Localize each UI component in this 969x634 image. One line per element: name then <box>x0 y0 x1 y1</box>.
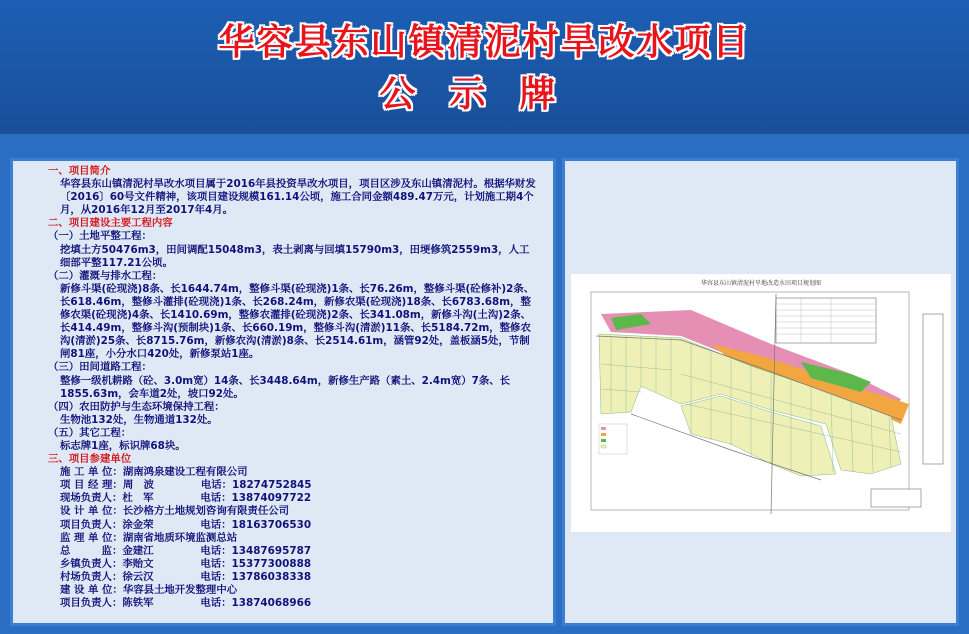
phone-number: 18163706530 <box>231 518 312 531</box>
participant-value: 湖南鸿泉建设工程有限公司 <box>122 466 248 479</box>
participant-value: 长沙格方土地规划咨询有限责任公司 <box>122 505 290 518</box>
participant-value: 华容县土地开发整理中心 <box>122 584 238 596</box>
participant-label: 项 目 经 理： <box>60 479 123 492</box>
phone-number: 13487695787 <box>231 544 312 557</box>
participant-value: 李贻文 <box>122 557 154 570</box>
subsection-title: （二）灌溉与排水工程： <box>48 269 163 282</box>
subsection-body: 生物池132处，生物通道132处。 <box>60 413 218 426</box>
phone-label: 电话： <box>200 570 232 583</box>
phone-number: 13874068966 <box>231 597 312 610</box>
participant-row <box>60 597 538 610</box>
section-title: 一、项目简介 <box>48 165 111 177</box>
participant-row <box>60 519 538 532</box>
participant-label: 监 理 单 位： <box>60 531 123 544</box>
page-title: 华容县东山镇清泥村旱改水项目 <box>218 22 751 63</box>
participant-row <box>60 558 538 571</box>
subsection-body: 挖填土方50476m3，田间调配15048m3，表土剥离与回填15790m3，田埂修筑2559m3，人工细部平整117.21公顷。 <box>60 243 530 269</box>
subsection-body: 标志牌1座，标识牌68块。 <box>60 439 186 452</box>
participant-label: 现场负责人： <box>60 492 123 505</box>
participant-label: 项目负责人： <box>60 597 123 610</box>
section-body: 华容县东山镇清泥村旱改水项目属于2016年县投资旱改水项目，项目区涉及东山镇清泥村。根据华财发〔2016〕60号文件精神，该项目建设规模161.14公顷，施工合同金额489.47万元，计划施工期4个月，从2016年12月至2017年4月。 <box>60 178 536 217</box>
participant-row <box>60 466 538 479</box>
participant-label: 乡镇负责人： <box>60 557 123 570</box>
participant-row <box>60 479 538 492</box>
participant-label: 设 计 单 位： <box>60 505 123 518</box>
map-drawing <box>571 274 951 532</box>
subsection-title: （四）农田防护与生态环境保持工程： <box>48 400 225 413</box>
subsection-body: 新修斗渠(砼现浇)8条、长1644.74m，整修斗渠(砼现浇)1条、长76.26m，整修斗渠(砼修补)2条、长618.46m，整修斗灌排(砼现浇)1条、长268.24m，新修农渠(砼现浇)18条、长6783.68m，整修农渠(砼现浇)4条、长1410.69m，整修农灌排(砼现浇)2条、长341.08m，新修斗沟(土沟)2条、长414.49m，整修斗沟(预制块)1条、长660.19m，整修斗沟(清淤)11条、长5184.72m，整修农沟(清淤)25条、长8715.76m，新修农沟(清淤)8条、长2514.61m，涵管92处，盖板涵5处，节制闸81座，小分水口420处，新修泵站1座。 <box>60 282 535 361</box>
participant-value: 周 波 <box>122 479 154 492</box>
phone-label: 电话： <box>200 479 232 492</box>
phone-number: 18274752845 <box>231 479 312 492</box>
participant-row <box>60 584 538 597</box>
participant-value: 陈铁军 <box>122 597 154 610</box>
participants-list <box>48 466 538 610</box>
participant-row <box>60 571 538 584</box>
participant-value: 涂金荣 <box>122 518 154 531</box>
phone-label: 电话： <box>200 544 232 557</box>
phone-number: 13786038338 <box>231 570 312 583</box>
participant-label: 总 监： <box>60 544 123 557</box>
phone-label: 电话： <box>200 557 232 570</box>
participant-label: 项目负责人： <box>60 518 123 531</box>
planning-map <box>571 274 951 532</box>
phone-number: 13874097722 <box>231 492 312 505</box>
phone-label: 电话： <box>200 518 232 531</box>
participant-label: 村场负责人： <box>60 570 123 583</box>
participant-label: 施 工 单 位： <box>60 466 123 479</box>
participant-value: 金建江 <box>122 544 154 557</box>
participant-row <box>60 505 538 518</box>
map-title: 华容县东山镇清泥村旱地改造水田项目规划图 <box>700 280 821 287</box>
participant-row <box>60 545 538 558</box>
subsection-title: （三）田间道路工程： <box>48 361 152 374</box>
participant-label: 建 设 单 位： <box>60 584 123 596</box>
participant-value: 湖南省地质环境监测总站 <box>122 531 238 544</box>
participant-row <box>60 532 538 545</box>
participant-value: 杜 军 <box>122 492 154 505</box>
phone-number: 15377300888 <box>231 557 312 570</box>
section-title: 二、项目建设主要工程内容 <box>48 217 173 230</box>
participant-value: 徐云汉 <box>122 570 154 583</box>
subsection-body: 整修一级机耕路（砼、3.0m宽）14条、长3448.64m，新修生产路（素土、2.4m宽）7条、长1855.63m，会车道2处，坡口92处。 <box>60 374 511 400</box>
subsection-title: （五）其它工程： <box>48 426 132 439</box>
participant-row <box>60 492 538 505</box>
page-subtitle: 公示牌 <box>379 74 590 115</box>
announcement-text <box>48 165 538 610</box>
phone-label: 电话： <box>200 597 232 610</box>
subsection-title: （一）土地平整工程： <box>48 230 152 243</box>
section-title: 三、项目参建单位 <box>48 453 132 466</box>
phone-label: 电话： <box>200 492 232 505</box>
